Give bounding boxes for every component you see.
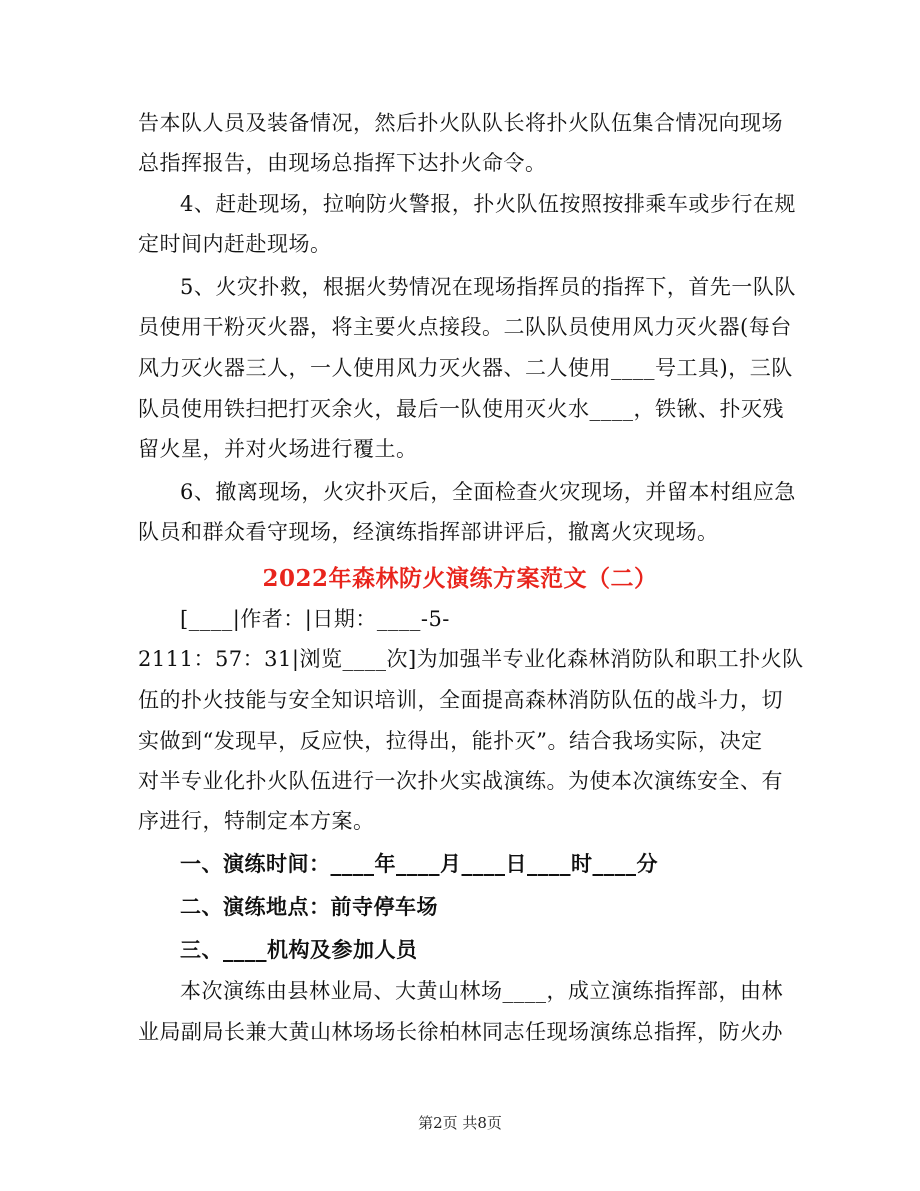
paragraph-line: 业局副局长兼大黄山林场场长徐柏林同志任现场演练总指挥，防火办 — [138, 1020, 783, 1044]
paragraph-line: 本次演练由县林业局、大黄山林场____，成立演练指挥部，由林 — [180, 979, 783, 1003]
paragraph-line: 告本队人员及装备情况，然后扑火队队长将扑火队伍集合情况向现场 — [138, 111, 783, 135]
meta-line: [____|作者：|日期：____-5- — [180, 607, 450, 631]
page-number: 第2页 共8页 — [418, 1114, 502, 1132]
paragraph-line: 定时间内赶赴现场。 — [138, 232, 332, 256]
paragraph-line: 风力灭火器三人，一人使用风力灭火器、二人使用____号工具)，三队 — [138, 356, 793, 380]
paragraph-line: 队员和群众看守现场，经演练指挥部讲评后，撤离火灾现场。 — [138, 520, 719, 544]
heading-line: 三、____机构及参加人员 — [180, 937, 418, 962]
paragraph-line: 队员使用铁扫把打灭余火，最后一队使用灭火水____，铁锹、扑灭残 — [138, 397, 784, 421]
paragraph-line: 2111：57：31|浏览____次]为加强半专业化森林消防队和职工扑火队 — [138, 647, 804, 671]
paragraph-line: 5、火灾扑救，根据火势情况在现场指挥员的指挥下，首先一队队 — [180, 275, 796, 299]
paragraph-line: 对半专业化扑火队伍进行一次扑火实战演练。为使本次演练安全、有 — [138, 769, 783, 793]
paragraph-line: 总指挥报告，由现场总指挥下达扑火命令。 — [138, 151, 547, 175]
section-title: 2022年森林防火演练方案范文（二） — [262, 565, 658, 592]
heading-line: 一、演练时间：____年____月____日____时____分 — [180, 851, 658, 876]
paragraph-line: 留火星，并对火场进行覆土。 — [138, 437, 418, 461]
paragraph-line: 序进行，特制定本方案。 — [138, 809, 375, 833]
heading-line: 二、演练地点：前寺停车场 — [180, 894, 438, 919]
paragraph-line: 伍的扑火技能与安全知识培训，全面提高森林消防队伍的战斗力，切 — [138, 688, 783, 712]
paragraph-line: 实做到“发现早，反应快，拉得出，能扑灭”。结合我场实际，决定 — [138, 729, 763, 753]
paragraph-line: 4、赶赴现场，拉响防火警报，扑火队伍按照按排乘车或步行在规 — [180, 192, 796, 216]
paragraph-line: 员使用干粉灭火器，将主要火点接段。二队队员使用风力灭火器(每台 — [138, 315, 792, 339]
paragraph-line: 6、撤离现场，火灾扑灭后，全面检查火灾现场，并留本村组应急 — [180, 480, 796, 504]
